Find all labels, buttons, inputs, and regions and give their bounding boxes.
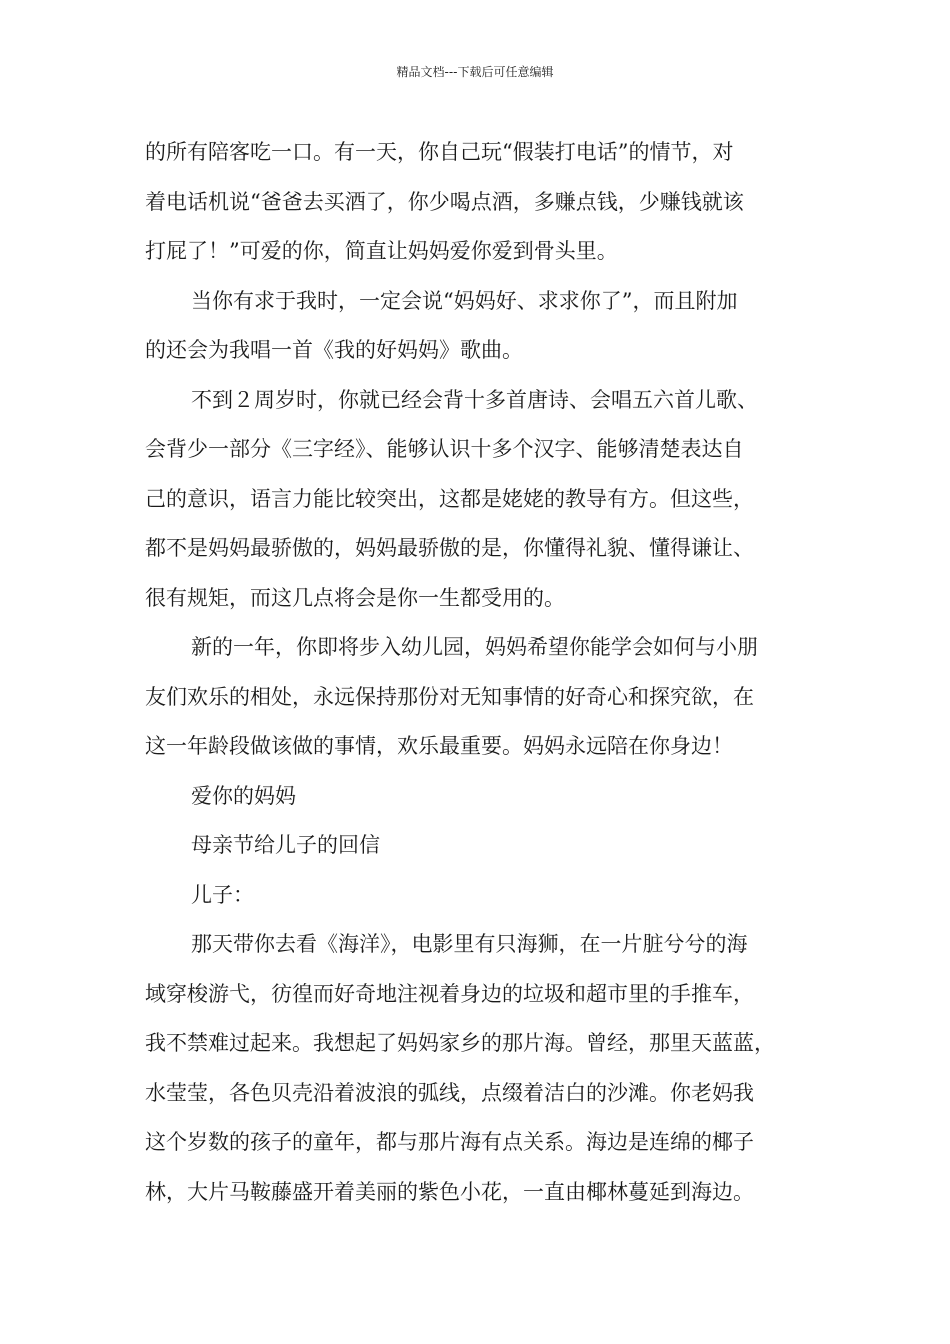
text-line: 着电话机说“爸爸去买酒了，你少喝点酒，多赚点钱，少赚钱就该 (145, 189, 744, 214)
section-title: 母亲节给儿子的回信 (191, 833, 380, 857)
text-line: 林，大片马鞍藤盛开着美丽的紫色小花，一直由椰林蔓延到海边。 (145, 1179, 754, 1204)
paragraph-start-line: 不到２周岁时，你就已经会背十多首唐诗、会唱五六首儿歌、 (191, 387, 758, 412)
salutation: 儿子： (191, 882, 254, 907)
text-line: 会背少一部分《三字经》、能够认识十多个汉字、能够清楚表达自 (145, 437, 744, 461)
signature-line: 爱你的妈妈 (191, 783, 296, 808)
text-line: 域穿梭游弋，彷徨而好奇地注视着身边的垃圾和超市里的手推车， (145, 981, 754, 1006)
text-line: 这个岁数的孩子的童年，都与那片海有点关系。海边是连绵的椰子 (145, 1130, 754, 1154)
text-line: 都不是妈妈最骄傲的，妈妈最骄傲的是，你懂得礼貌、懂得谦让、 (145, 536, 754, 560)
text-line: 我不禁难过起来。我想起了妈妈家乡的那片海。曾经，那里天蓝蓝， (145, 1031, 775, 1055)
text-line: 这一年龄段做该做的事情，欢乐最重要。妈妈永远陪在你身边！ (145, 734, 733, 758)
text-line: 的还会为我唱一首《我的好妈妈》歌曲。 (145, 338, 523, 362)
text-line: 己的意识，语言力能比较突出，这都是姥姥的教导有方。但这些， (145, 486, 754, 511)
text-line: 的所有陪客吃一口。有一天，你自己玩“假装打电话”的情节，对 (145, 140, 734, 164)
paragraph-start-line: 当你有求于我时，一定会说“妈妈好、求求你了”，而且附加 (191, 288, 738, 313)
text-line: 打屁了！”可爱的你，简直让妈妈爱你爱到骨头里。 (145, 239, 618, 263)
text-line: 友们欢乐的相处，永远保持那份对无知事情的好奇心和探究欲，在 (145, 684, 754, 709)
text-line: 很有规矩，而这几点将会是你一生都受用的。 (145, 585, 565, 610)
text-line: 水莹莹，各色贝壳沿着波浪的弧线，点缀着洁白的沙滩。你老妈我 (145, 1080, 754, 1105)
document-body (145, 128, 825, 1217)
page-header: 精品文档---下载后可任意编辑 (396, 65, 554, 79)
paragraph-start-line: 新的一年，你即将步入幼儿园，妈妈希望你能学会如何与小朋 (191, 635, 758, 659)
paragraph-start-line: 那天带你去看《海洋》，电影里有只海狮，在一片脏兮兮的海 (191, 932, 748, 956)
